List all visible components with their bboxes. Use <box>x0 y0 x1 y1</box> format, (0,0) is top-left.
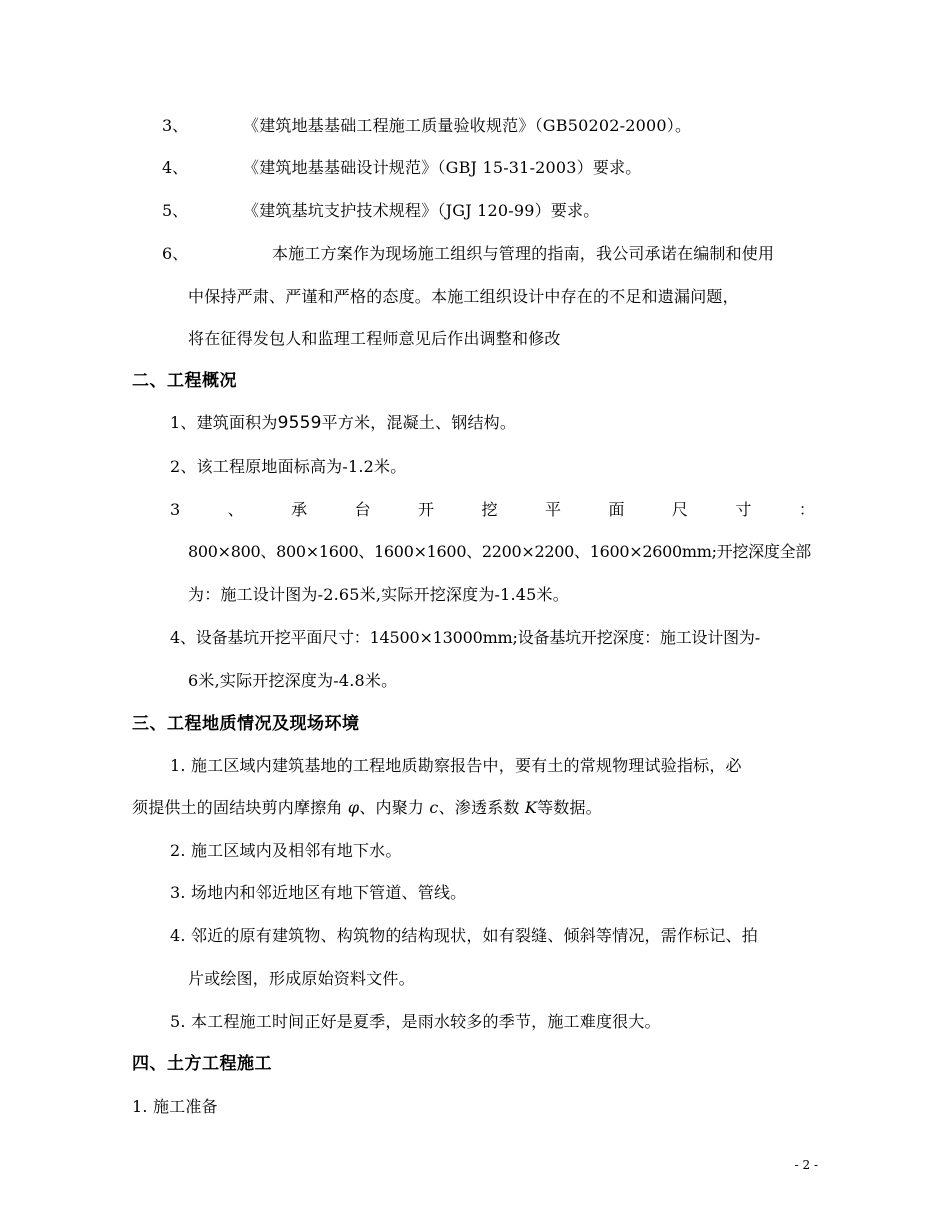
paragraph-line: 为：施工设计图为-2.65米,实际开挖深度为-1.45米。 <box>188 585 569 604</box>
text-fragment: 1、建筑面积为 <box>170 413 278 432</box>
section-heading: 二、工程概况 <box>132 371 237 391</box>
paragraph-line: 5. 本工程施工时间正好是夏季，是雨水较多的季节，施工难度很大。 <box>170 1012 661 1031</box>
page-number: - 2 - <box>794 1158 818 1172</box>
word: 开 <box>418 500 435 519</box>
paragraph-line: 中保持严肃、严谨和严格的态度。本施工组织设计中存在的不足和遗漏问题， <box>188 287 739 306</box>
word: 平 <box>544 500 561 519</box>
list-number: 4、 <box>162 158 189 177</box>
word: 面 <box>608 500 625 519</box>
word: 尺 <box>671 500 688 519</box>
word: 挖 <box>481 500 498 519</box>
word: 台 <box>354 500 371 519</box>
list-number: 6、 <box>162 244 189 263</box>
text-fragment: 平方米，混凝土、钢结构。 <box>321 413 517 432</box>
paragraph-line: 4、设备基坑开挖平面尺寸：14500×13000mm;设备基坑开挖深度：施工设计图为- <box>170 628 760 647</box>
paragraph-line: 3. 场地内和邻近地区有地下管道、管线。 <box>170 883 467 902</box>
word: 、 <box>227 500 244 519</box>
list-number: 3、 <box>162 116 189 135</box>
text-fragment: 、渗透系数 <box>438 798 520 817</box>
word: ： <box>798 500 815 519</box>
justified-line <box>170 499 815 521</box>
text-fragment: 须提供土的固结块剪内摩擦角 <box>132 798 343 817</box>
word: 承 <box>291 500 308 519</box>
phi-symbol: φ <box>347 798 360 817</box>
text-fragment: 、内聚力 <box>359 798 425 817</box>
paragraph-line: 800×800、800×1600、1600×1600、2200×2200、1600×2600mm;开挖深度全部 <box>188 542 811 561</box>
permeability-symbol: K <box>524 798 538 817</box>
text-fragment: 等数据。 <box>537 798 602 817</box>
paragraph-line: 本施工方案作为现场施工组织与管理的指南，我公司承诺在编制和使用 <box>272 244 775 263</box>
paragraph-line <box>170 412 516 434</box>
paragraph-line: 2. 施工区域内及相邻有地下水。 <box>170 841 402 860</box>
standard-item: 《建筑基坑支护技术规程》（JGJ 120-99）要求。 <box>243 201 600 220</box>
paragraph-line <box>132 797 602 819</box>
word: 寸 <box>735 500 752 519</box>
paragraph-line: 4. 邻近的原有建筑物、构筑物的结构现状，如有裂缝、倾斜等情况，需作标记、拍 <box>170 926 758 945</box>
standard-item: 《建筑地基基础设计规范》（GBJ 15-31-2003）要求。 <box>243 158 642 177</box>
section-heading: 四、土方工程施工 <box>132 1054 272 1074</box>
paragraph-line: 将在征得发包人和监理工程师意见后作出调整和修改 <box>188 329 561 348</box>
paragraph-line: 6米,实际开挖深度为-4.8米。 <box>188 671 398 690</box>
list-number: 5、 <box>162 201 189 220</box>
section-heading: 三、工程地质情况及现场环境 <box>132 714 360 734</box>
paragraph-line: 2、该工程原地面标高为-1.2米。 <box>170 457 407 476</box>
standard-item: 《建筑地基基础工程施工质量验收规范》（GB50202-2000）。 <box>243 116 692 135</box>
paragraph-line: 片或绘图，形成原始资料文件。 <box>188 969 415 988</box>
cohesion-symbol: c <box>429 798 439 817</box>
paragraph-line: 1. 施工区域内建筑基地的工程地质勘察报告中，要有土的常规物理试验指标，必 <box>170 756 742 775</box>
paragraph-line: 1. 施工准备 <box>132 1097 218 1116</box>
word: 3 <box>170 500 181 519</box>
area-value: 9559 <box>277 413 322 433</box>
